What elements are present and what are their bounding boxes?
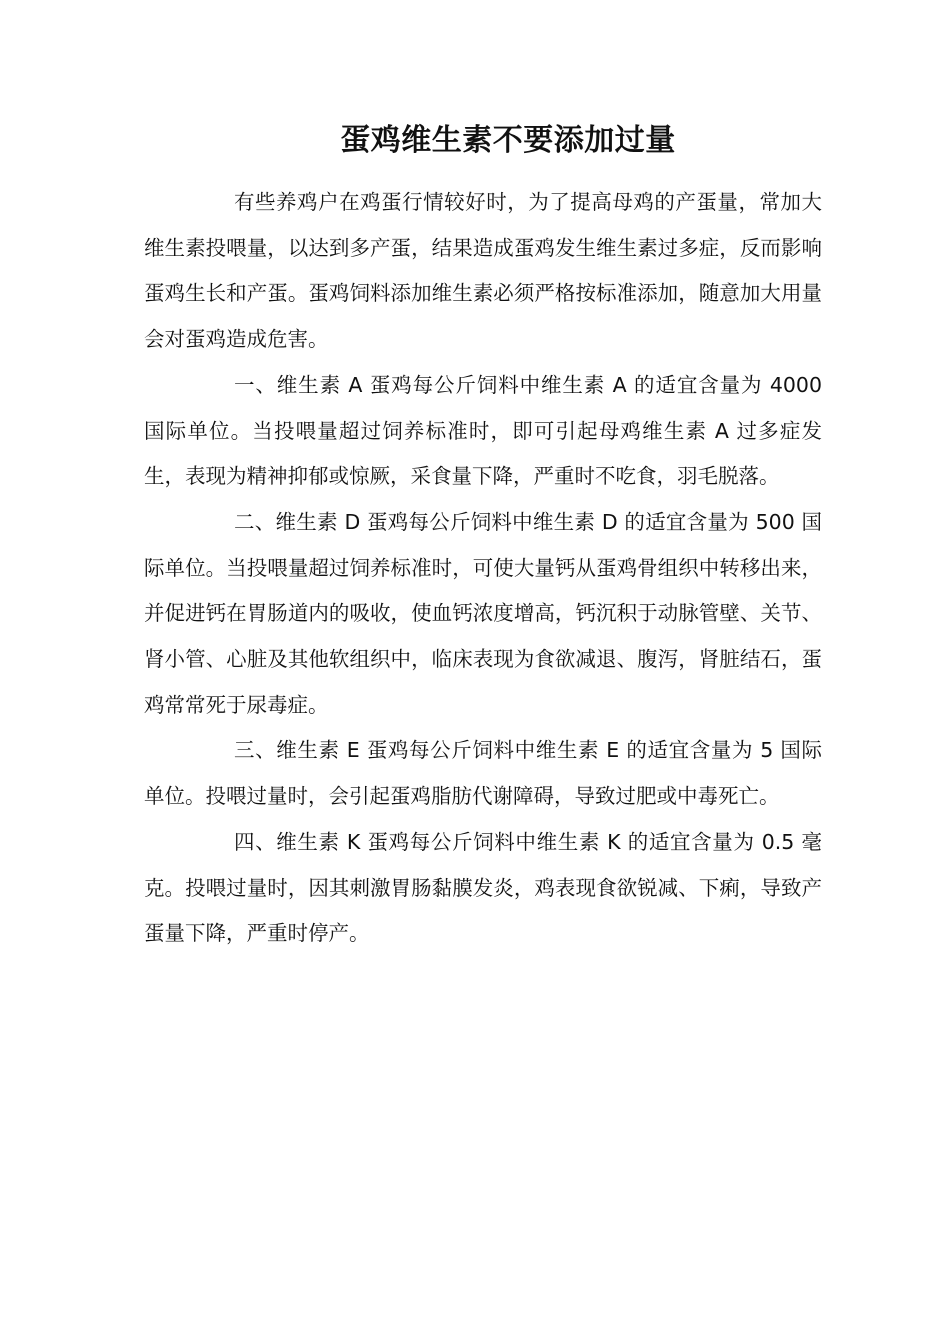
vitamin-k-paragraph: 四、维生素 K 蛋鸡每公斤饲料中维生素 K 的适宜含量为 0.5 毫克。投喂过量时，因其刺激胃肠黏膜发炎，鸡表现食欲锐减、下痢，导致产蛋量下降，严重时停产。 <box>144 829 822 946</box>
vitamin-e-paragraph: 三、维生素 E 蛋鸡每公斤饲料中维生素 E 的适宜含量为 5 国际单位。投喂过量时，会引起蛋鸡脂肪代谢障碍，导致过肥或中毒死亡。 <box>144 738 822 809</box>
vitamin-a-paragraph: 一、维生素 A 蛋鸡每公斤饲料中维生素 A 的适宜含量为 4000 国际单位。当投喂量超过饲养标准时，即可引起母鸡维生素 A 过多症发生，表现为精神抑郁或惊厥，采食量下降，严重时不吃食，羽毛脱落。 <box>144 372 822 489</box>
vitamin-d-paragraph: 二、维生素 D 蛋鸡每公斤饲料中维生素 D 的适宜含量为 500 国际单位。当投喂量超过饲养标准时，可使大量钙从蛋鸡骨组织中转移出来，并促进钙在胃肠道内的吸收，使血钙浓度增高，钙沉积于动脉管壁、关节、肾小管、心脏及其他软组织中，临床表现为食欲减退、腹泻，肾脏结石，蛋鸡常常死于尿毒症。 <box>144 509 822 717</box>
intro-paragraph: 有些养鸡户在鸡蛋行情较好时，为了提高母鸡的产蛋量，常加大维生素投喂量，以达到多产蛋，结果造成蛋鸡发生维生素过多症，反而影响蛋鸡生长和产蛋。蛋鸡饲料添加维生素必须严格按标准添加，随意加大用量会对蛋鸡造成危害。 <box>144 190 822 352</box>
document-title: 蛋鸡维生素不要添加过量 <box>340 123 676 158</box>
document-body <box>144 180 822 957</box>
